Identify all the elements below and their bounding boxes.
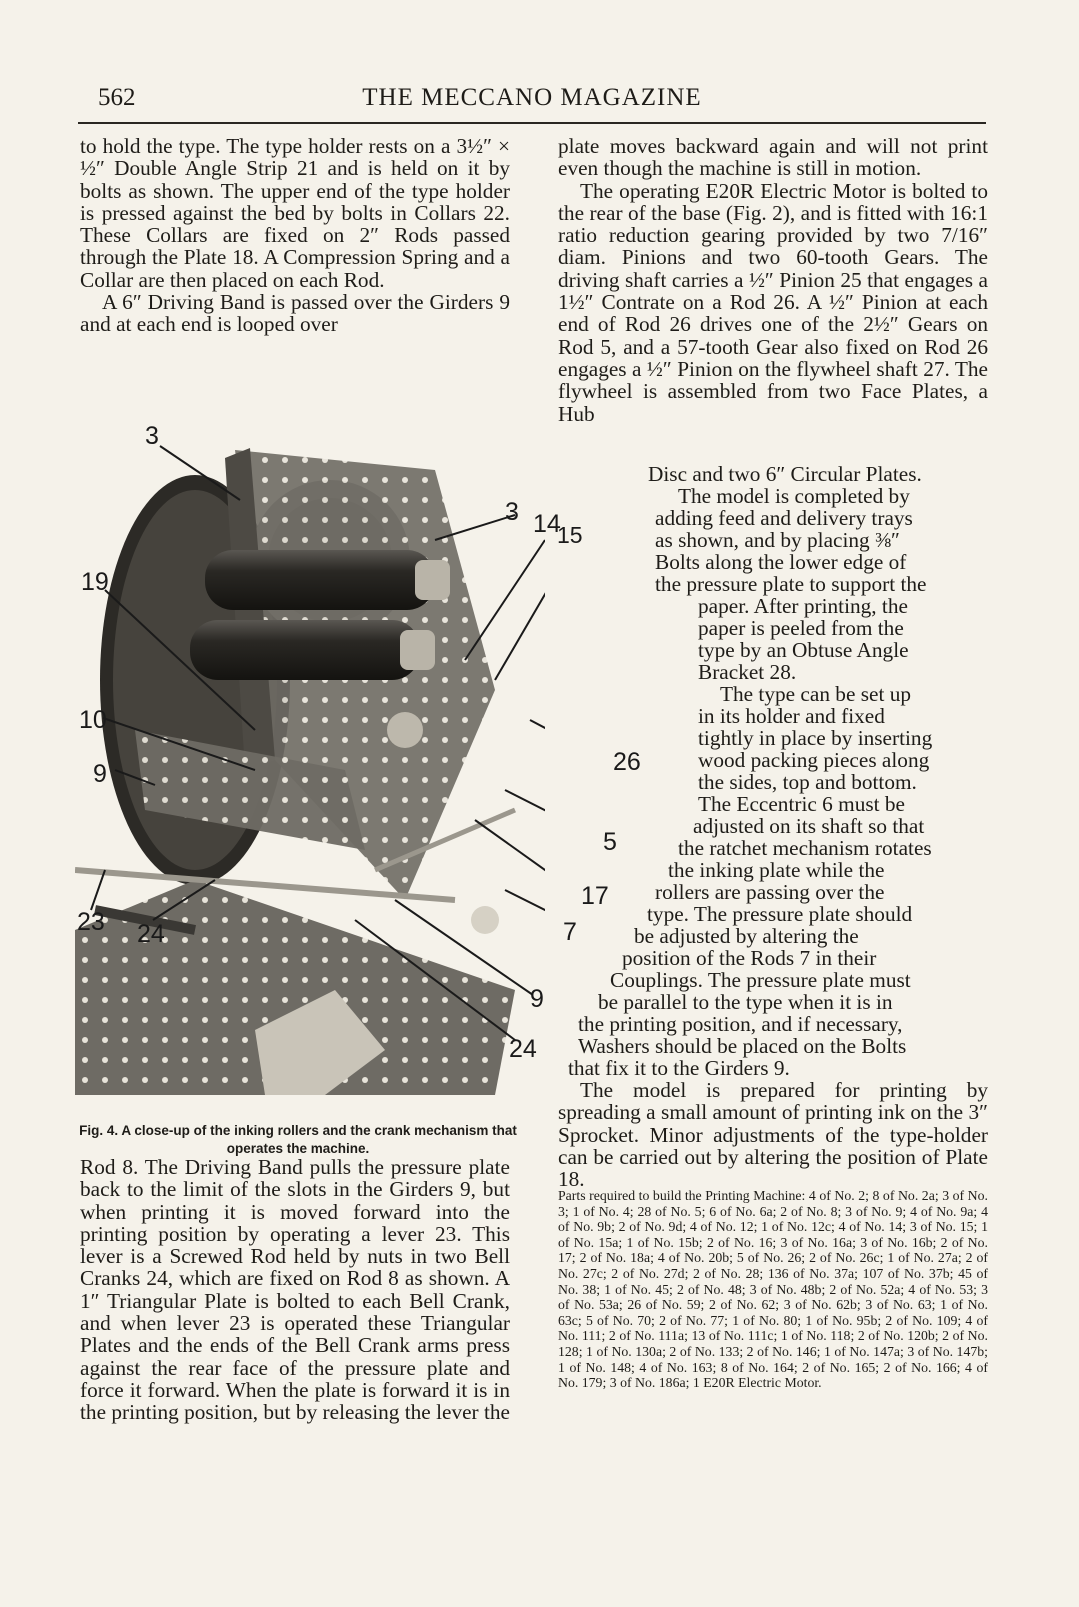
right-column xyxy=(558,135,988,425)
running-head: THE MECCANO MAGAZINE xyxy=(362,84,702,111)
wrap-line: type by an Obtuse Angle xyxy=(698,638,909,662)
wrap-line: wood packing pieces along xyxy=(698,748,930,772)
callout-10: 10 xyxy=(79,706,107,734)
wrap-line: Couplings. The pressure plate must xyxy=(610,968,911,992)
wrap-line: type. The pressure plate should xyxy=(647,902,913,926)
figure-inking-rollers xyxy=(75,422,641,1095)
leader-14 xyxy=(465,540,545,660)
machine-illustration xyxy=(75,430,545,1095)
page-header xyxy=(78,82,986,124)
wrap-line: in its holder and fixed xyxy=(698,704,885,728)
wrap-line: position of the Rods 7 in their xyxy=(622,946,877,970)
callout-24-right: 24 xyxy=(509,1035,537,1063)
figure-caption: Fig. 4. A close-up of the inking rollers and the crank mechanism that operates the machine. xyxy=(79,1123,517,1156)
wrap-line: Washers should be placed on the Bolts xyxy=(578,1034,907,1058)
callout-15: 15 xyxy=(557,522,583,548)
wrap-line: tightly in place by inserting xyxy=(698,726,933,750)
wrap-line: paper. After printing, the xyxy=(698,594,908,618)
wrap-line: the ratchet mechanism rotates xyxy=(678,836,932,860)
left-column-bottom xyxy=(80,1156,510,1424)
paragraph-motor: The operating E20R Electric Motor is bolted to the rear of the base (Fig. 2), and is fitted with 16:1 ratio reduction gearing provided by two 7/16″ diam. Pinions and two 60-tooth Gears. The driving shaft carries a ½″ Pinion 25 that engages a 1½″ Contrate on a Rod 26. A ½″ Pinion at each end of Rod 26 drives one of the 2½″ Gears on Rod 5, and a 57-tooth Gear also fixed on Rod 26 engages a ½″ Pinion on the flywheel shaft 27. The flywheel is assembled from two Face Plates, a Hub xyxy=(558,178,988,426)
leader-23 xyxy=(91,870,105,910)
wrap-line: the inking plate while the xyxy=(668,858,885,882)
wrap-line: as shown, and by placing ⅜″ xyxy=(655,528,900,552)
wrap-line: the printing position, and if necessary, xyxy=(578,1012,903,1036)
wrap-line: rollers are passing over the xyxy=(655,880,885,904)
callout-23: 23 xyxy=(77,908,105,936)
wrap-line: that fix it to the Girders 9. xyxy=(568,1056,790,1080)
leader-17 xyxy=(475,820,545,895)
paragraph-type-holder: to hold the type. The type holder rests on a 3½″ × ½″ Double Angle Strip 21 and is held on it by bolts as shown. The upper end of the type holder is pressed against the bed by bolts in Collars 22. These Collars are fixed on 2″ Rods passed through the Plate 18. A Compression Spring and a Collar are then placed on each Rod. xyxy=(80,134,510,292)
callout-9-right: 9 xyxy=(530,985,544,1013)
wrap-line: The type can be set up xyxy=(720,682,912,706)
paragraph-plate-moves: plate moves backward again and will not print even though the machine is still in motion. xyxy=(558,134,988,181)
wrap-line: The Eccentric 6 must be xyxy=(698,792,905,816)
paragraph-rod-8: Rod 8. The Driving Band pulls the pressure plate back to the limit of the slots in the Girders 9, but when printing it is moved forward into the printing position by operating a lever 23. This lever is a Screwed Rod held by nuts in two Bell Cranks 24, which are fixed on Rod 8 as shown. A 1″ Triangular Plate is bolted to each Bell Crank, and when lever 23 is operated these Triangular Plates and the ends of the Bell Crank arms press against the rear face of the pressure plate and force it forward. When the plate is forward it is in the printing position, but by releasing the lever the xyxy=(80,1155,510,1425)
page-number: 562 xyxy=(98,84,136,111)
paragraph-driving-band: A 6″ Driving Band is passed over the Girders 9 and at each end is looped over xyxy=(80,290,510,337)
paragraph-prepared-for-printing: The model is prepared for printing by spreading a small amount of printing ink on the 3″ Sprocket. Minor adjustments of the type-holder can be carried out by altering the position of Plate 18. xyxy=(558,1078,988,1192)
callout-19: 19 xyxy=(81,568,109,596)
wrap-line: paper is peeled from the xyxy=(698,616,904,640)
callout-17: 17 xyxy=(581,882,609,910)
wrap-line: Bracket 28. xyxy=(698,660,797,684)
wrap-line: the pressure plate to support the xyxy=(655,572,927,596)
left-column-top xyxy=(80,135,510,336)
wrap-line: be adjusted by altering the xyxy=(634,924,859,948)
wrap-line: the sides, top and bottom. xyxy=(698,770,917,794)
wrap-line: adjusted on its shaft so that xyxy=(693,814,925,838)
wrap-line: Bolts along the lower edge of xyxy=(655,550,907,574)
right-column-after xyxy=(558,1079,988,1190)
callout-3-top: 3 xyxy=(145,422,159,450)
parts-list: Parts required to build the Printing Machine: 4 of No. 2; 8 of No. 2a; 3 of No. 3; 1 of No. 4; 28 of No. 5; 6 of No. 6a; 2 of No. 8; 3 of No. 9; 4 of No. 9a; 4 of No. 9b; 2 of No. 9d; 4 of No. 12; 1 of No. 12c; 4 of No. 14; 3 of No. 15; 1 of No. 15a; 1 of No. 15b; 2 of No. 16; 3 of No. 16a; 3 of No. 16b; 2 of No. 17; 2 of No. 18a; 4 of No. 20b; 5 of No. 26; 2 of No. 26c; 1 of No. 27a; 2 of No. 27c; 2 of No. 27d; 2 of No. 28; 136 of No. 37a; 107 of No. 37b; 45 of No. 38; 1 of No. 45; 2 of No. 48; 3 of No. 48b; 2 of No. 52a; 4 of No. 53; 3 of No. 53a; 26 of No. 59; 2 of No. 62; 3 of No. 62b; 3 of No. 63; 1 of No. 63c; 5 of No. 70; 2 of No. 77; 1 of No. 80; 1 of No. 95b; 2 of No. 109; 4 of No. 111; 2 of No. 111a; 13 of No. 111c; 1 of No. 118; 2 of No. 120b; 2 of No. 128; 1 of No. 130a; 2 of No. 133; 2 of No. 146; 1 of No. 147a; 3 of No. 147b; 1 of No. 148; 4 of No. 163; 8 of No. 164; 2 of No. 165; 2 of No. 166; 4 of No. 179; 3 of No. 186a; 1 E20R Electric Motor. xyxy=(558,1188,988,1391)
callout-3-right: 3 xyxy=(505,498,519,526)
wrap-line: The model is completed by xyxy=(678,484,910,508)
wrap-line: Disc and two 6″ Circular Plates. xyxy=(648,462,922,486)
callout-14: 14 xyxy=(533,510,561,538)
callout-7: 7 xyxy=(563,918,577,946)
leader-7 xyxy=(505,890,545,920)
callout-24-left: 24 xyxy=(137,920,165,948)
wrap-line: adding feed and delivery trays xyxy=(655,506,913,530)
callout-9-left: 9 xyxy=(93,760,107,788)
leader-26 xyxy=(530,720,545,765)
callout-26: 26 xyxy=(613,748,641,776)
wrap-line: be parallel to the type when it is in xyxy=(598,990,893,1014)
callout-5: 5 xyxy=(603,828,617,856)
